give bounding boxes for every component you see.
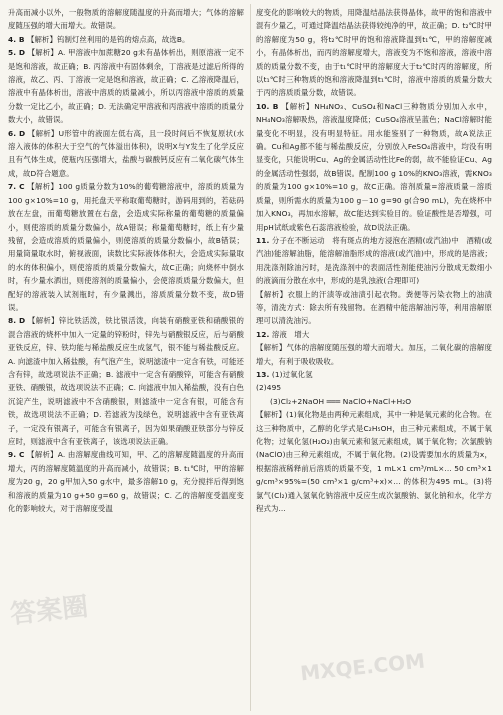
text-block: 升高而减小以外，一般物质的溶解度随温度的升高而增大；气体的溶解度随压强的增大而增大。故错误。 xyxy=(8,8,244,31)
analysis-12: 【解析】气体的溶解度随压强的增大而增大。加压，二氧化碳的溶解度增大，有利于吸收吸收。 xyxy=(256,343,492,366)
answer-item-9: 9. C 【解析】A. 由溶解度曲线可知，甲、乙的溶解度随温度的升高而增大，丙的溶解度随温度的升高而减小，故错误；B. t₁℃时，甲的溶解度为20 g，20 g甲加入50 g水中，最多溶解10 g，充分搅拌后得到饱和溶液的质量为10 g+50 g=60 g，故错误；C. 乙的溶解度受温度变化的影响较大，对于溶解度受温 xyxy=(8,450,244,514)
watermark-logo: 答案圈 xyxy=(8,591,90,630)
answer-number: 12. xyxy=(256,329,270,339)
answer-13-part-2: (2)495 xyxy=(256,383,282,393)
watermark-url: MXQE.COM xyxy=(299,648,427,686)
answer-item-7: 7. C 【解析】100 g质量分数为10%的葡萄糖溶液中，溶质的质量为100 g×10%=10 g，用托盘天平称取葡萄糖时，游码用到的，若砝码放在左盘，而葡萄糖放置在右盘，会造成实际称量的葡萄糖的质量偏小，则使溶质的质量分数偏小，故A错误；称量葡萄糖时，纸上有少量残留，会造成溶质的质量偏小，则使溶质的质量分数偏小，故B错误；用量筒量取水时，俯视液面，读数比实际液体体积大，会造成实际量取的水的体积偏小，则使溶质的质量分数偏大，故C正确；向烧杯中倒水时，有少量水洒出，则使溶剂的质量偏小，会使溶质质量分数偏大，但配好的溶液装入试剂瓶时，有少量溅出，溶质质量分数不变，故D错误。 xyxy=(8,182,244,312)
answer-number: 6. D xyxy=(8,128,26,138)
answer-number: 13. xyxy=(256,369,270,379)
answer-item-4: 4. B 【解析】钨制灯丝利用的是钨的熔点高，故选B。 xyxy=(8,34,190,44)
answer-number: 11. xyxy=(256,235,270,245)
answer-item-10: 10. B 【解析】NH₄NO₃、CuSO₄和NaCl三种物质分别加入水中，NH₄NO₃溶解吸热，溶液温度降低；CuSO₄溶液呈蓝色；NaCl溶解时能量变化不明显，没有明显特征。用水能鉴别了一种物质，故A说法正确。Cu和Ag都不能与稀盐酸反应，分别放入FeSO₄溶液中，均没有明显变化，只能说明Cu、Ag的金属活动性比Fe的弱，故不能验证Cu、Ag的金属活动性强弱，故B错误。配制100 g 10%的KNO₃溶液，需KNO₃的质量为100 g×10%=10 g，故C正确。溶剂质量=溶液质量－溶质质量，则所需水的质量为100 g－10 g=90 g(合90 mL)，先在烧杯中加入KNO₃，再加水溶解，故C能达到实验目的。验证酸性是否增强，可用pH试纸或紫色石蕊溶液检验，故D说法正确。 xyxy=(256,101,492,232)
right-column xyxy=(256,6,492,515)
answer-number: 10. B xyxy=(256,101,279,111)
text-block: 度变化的影响较大的物质，用降温结晶法获得晶体，故甲的饱和溶液中混有少量乙，可通过降温结晶法获得较纯净的甲，故正确；D. t₂℃时甲的溶解度为50 g，将t₂℃时甲的饱和溶液降温到t₁℃，甲的溶解度减小，有晶体析出，而丙的溶解度增大，溶液变为不饱和溶液，溶液中溶质的质量分数不变，由于t₁℃时甲的溶解度大于t₂℃时丙的溶解度，所以t₁℃时三种物质的饱和溶液降温到t₁℃时，溶液中溶质的质量分数大于丙的溶质质量分数，故错误。 xyxy=(256,8,492,98)
answer-item-11: 11. 分子在不断运动 将有斑点的地方浸泡在酒精(或汽油)中 酒精(或汽油)能溶解油脂，能溶解油脂形成的溶液(或汽油)中，形成的是溶液；用洗涤剂除油污时，是洗涤剂中的表面活性剂能使油污分散成无数细小的液滴而分散在水中，形成的是乳浊液(合理即可) xyxy=(256,235,492,286)
answer-number: 4. B xyxy=(8,34,25,44)
left-column xyxy=(8,6,244,515)
answer-number: 5. D xyxy=(8,48,26,58)
answer-item-12: 12. 溶液 增大 xyxy=(256,329,310,339)
answer-item-13: 13. (1)过氧化氢 xyxy=(256,369,313,379)
answer-item-8: 8. D 【解析】锌比铁活泼，铁比银活泼，向装有硝酸亚铁和硝酸银的混合溶液的烧杯中加入一定量的锌粉时，锌先与硝酸银反应，后与硝酸亚铁反应，锌、铁均能与稀盐酸反应生成氢气，银不能与稀盐酸反应。A. 向滤渣中加入稀盐酸，有气泡产生，说明滤渣中一定含有铁，可能还含有锌，故选项说法不正确；B. 滤液中一定含有硝酸锌，可能含有硝酸亚铁、硝酸银，故选项说法不正确；C. 向滤液中加入稀盐酸，没有白色沉淀产生，说明滤液中不含硝酸银，则滤渣中一定含有银，可能含有铁，故选项说法不正确；D. 若滤液为浅绿色，说明滤液中含有亚铁离子，一定没有银离子，可能含有银离子，因为如果硝酸亚铁部分与锌反应时，则滤液中含有亚铁离子，该选项说法正确。 xyxy=(8,316,244,446)
answer-number: 8. D xyxy=(8,316,26,326)
answer-number: 9. C xyxy=(8,450,25,460)
column-divider xyxy=(250,4,251,711)
answer-item-6: 6. D 【解析】U形管中的液面左低右高，且一段时间后不恢复原状(水溶入液体的体积大于空气的气体溢出体积)，说明X与Y发生了化学反应且有气体生成，使瓶内压强增大，盐酸与碳酸钙反应有二氧化碳气体生成，故D符合题意。 xyxy=(8,128,244,178)
answer-number: 7. C xyxy=(8,182,25,192)
analysis-13: 【解析】(1)氧化物是由两种元素组成，其中一种是氧元素的化合物。在这三种物质中，乙醇的化学式是C₂H₅OH，由三种元素组成，不属于氧化物；过氧化氢(H₂O₂)由氧元素和氢元素组成，属于氧化物；次氯酸钠(NaClO)由三种元素组成，不属于氧化物。(2)设需要加水的质量为x，根据溶液稀释前后溶质的质量不变，1 mL×1 cm³/mL×... 50 cm³×1 g/cm³×95%=(50 cm³×1 g/cm³+x)×... 的体积为495 mL。(3)将氯气(Cl₂)通入氢氧化钠溶液中反应生成次氯酸钠、氯化钠和水，化学方程式为... xyxy=(256,410,492,514)
chemical-equation: (3)Cl₂+2NaOH ═══ NaClO+NaCl+H₂O xyxy=(270,396,412,406)
answer-item-5: 5. D 【解析】A. 甲溶液中加蔗糖20 g未有晶体析出，则原溶液一定不是饱和溶液，故正确；B. 丙溶液中有固体剩余，丁溶液是过滤后所得的溶液，故乙、丙、丁溶液一定是饱和溶液，故正确；C. 乙溶液降温后，溶液中有晶体析出，溶液中溶质的质量减小，所以丙溶液中溶质的质量分数一定比乙小，故正确；D. 无法确定甲溶液和丙溶液中溶质的质量分数大小，故错误。 xyxy=(8,48,245,125)
analysis-11: 【解析】衣服上的汗渍等或油渍引起衣物。粪便等污染衣物上的油渍等，清洗方式：除去所有残留物。在酒精中能溶解油污等，利用溶解原理可以清洗油污。 xyxy=(256,289,492,326)
